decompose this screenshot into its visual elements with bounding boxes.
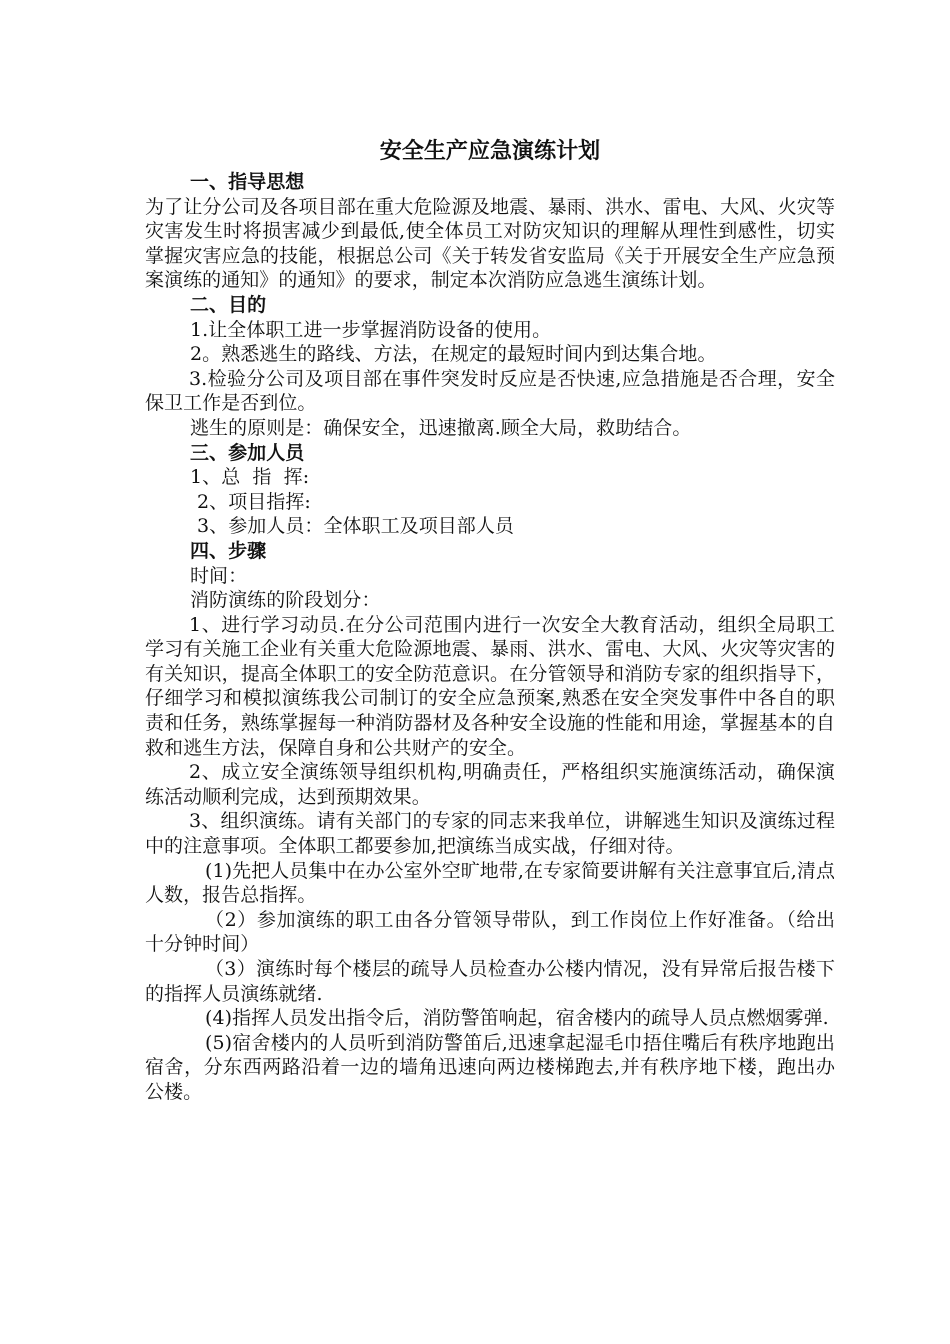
purpose-item-3: 3.检验分公司及项目部在事件突发时反应是否快速,应急措施是否合理，安全保卫工作是否到位。 <box>145 367 835 415</box>
substep-4-paragraph: (4)指挥人员发出指令后，消防警笛响起，宿舍楼内的疏导人员点燃烟雾弹. <box>205 1007 829 1030</box>
stages-label: 消防演练的阶段划分： <box>190 589 381 612</box>
substep-1-paragraph: (1)先把人员集中在办公室外空旷地带,在专家简要讲解有关注意事宜后,清点人数，报告总指挥。 <box>145 859 835 907</box>
step-3-paragraph: 3、组织演练。请有关部门的专家的同志来我单位，讲解逃生知识及演练过程中的注意事项。全体职工都要参加,把演练当成实战，仔细对待。 <box>145 810 835 858</box>
escape-principle: 逃生的原则是：确保安全，迅速撤离.顾全大局，救助结合。 <box>190 416 692 439</box>
section-heading-purpose: 二、目的 <box>190 293 267 316</box>
section-heading-guiding-thought: 一、指导思想 <box>190 171 305 193</box>
section-heading-participants: 三、参加人员 <box>190 441 305 464</box>
purpose-item-2: 2。熟悉逃生的路线、方法，在规定的最短时间内到达集合地。 <box>190 343 717 366</box>
purpose-item-1: 1.让全体职工进一步掌握消防设备的使用。 <box>190 318 552 341</box>
step-2-paragraph: 2、成立安全演练领导组织机构,明确责任，严格组织实施演练活动，确保演练活动顺利完成，达到预期效果。 <box>145 761 835 808</box>
guiding-thought-paragraph: 为了让分公司及各项目部在重大危险源及地震、暴雨、洪水、雷电、大风、火灾等灾害发生时将损害减少到最低,使全体员工对防灾知识的理解从理性到感性，切实掌握灾害应急的技能，根据总公司《关于转发省安监局《关于开展安全生产应急预案演练的通知》的通知》的要求，制定本次消防应急逃生演练计划。 <box>145 195 835 292</box>
step-1-paragraph: 1、进行学习动员.在分公司范围内进行一次安全大教育活动，组织全局职工学习有关施工企业有关重大危险源地震、暴雨、洪水、雷电、大风、火灾等灾害的有关知识，提高全体职工的安全防范意识。在分管领导和消防专家的组织指导下，仔细学习和模拟演练我公司制订的安全应急预案,熟悉在安全突发事件中各自的职责和任务，熟练掌握每一种消防器材及各种安全设施的性能和用途，掌握基本的自救和逃生方法，保障自身和公共财产的安全。 <box>145 613 835 759</box>
substep-2-paragraph: （2）参加演练的职工由各分管领导带队，到工作岗位上作好准备。（给出十分钟时间） <box>145 908 835 956</box>
participants-item-2: 2、项目指挥: <box>197 490 311 513</box>
substep-5-paragraph: (5)宿舍楼内的人员听到消防警笛后,迅速拿起湿毛巾捂住嘴后有秩序地跑出宿舍，分东西两路沿着一边的墙角迅速向两边楼梯跑去,并有秩序地下楼，跑出办公楼。 <box>145 1031 835 1103</box>
section-heading-steps: 四、步骤 <box>190 539 267 562</box>
substep-3-paragraph: （3）演练时每个楼层的疏导人员检查办公楼内情况，没有异常后报告楼下的指挥人员演练就绪. <box>145 958 835 1005</box>
document-title: 安全生产应急演练计划 <box>379 138 601 164</box>
participants-item-1: 1、总 指 挥: <box>190 466 310 489</box>
participants-item-3: 3、参加人员：全体职工及项目部人员 <box>197 515 514 538</box>
time-label: 时间： <box>190 564 248 587</box>
document-body <box>145 136 835 1105</box>
